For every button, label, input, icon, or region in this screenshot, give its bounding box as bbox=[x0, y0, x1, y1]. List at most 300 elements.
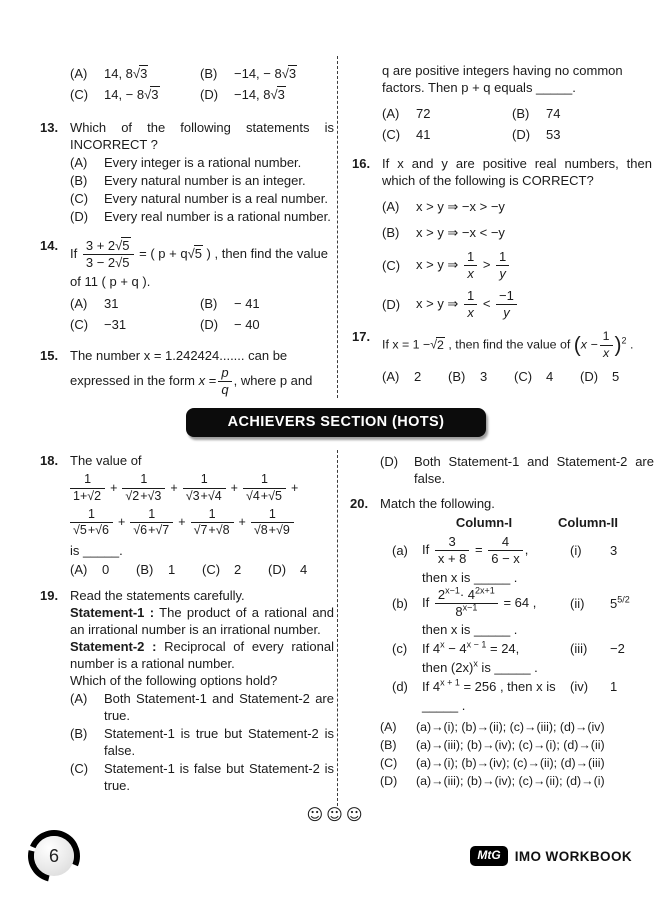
row-expression bbox=[422, 678, 570, 695]
question-15-continued bbox=[352, 62, 652, 146]
option-label: (B) bbox=[200, 295, 218, 311]
radical-sign: √ bbox=[275, 523, 282, 538]
radicand: 2 bbox=[437, 337, 444, 352]
question-text: Match the following. bbox=[380, 496, 495, 511]
option-label: (B) bbox=[70, 173, 88, 188]
denominator bbox=[122, 488, 165, 504]
option-label: (C) bbox=[382, 127, 401, 142]
equation-line bbox=[382, 330, 652, 360]
radicand: 7 bbox=[200, 523, 208, 538]
option-text: 41 bbox=[416, 127, 431, 142]
denominator bbox=[191, 522, 234, 538]
exponent: x bbox=[473, 658, 478, 669]
question-12-options bbox=[40, 62, 334, 106]
option-text: (a)→(i); (b)→(iv); (c)→(ii); (d)→(iii) bbox=[416, 756, 605, 771]
radical-sign: √ bbox=[73, 523, 79, 538]
text-run: If bbox=[422, 594, 430, 610]
text-run: . bbox=[626, 337, 634, 352]
option-a bbox=[382, 368, 448, 385]
option-label: (C) bbox=[70, 87, 89, 102]
text-run: If 4 bbox=[422, 679, 441, 695]
question-text: factors. Then p + q equals _____. bbox=[382, 80, 576, 95]
smiley-row bbox=[0, 806, 672, 823]
text-run: · 4 bbox=[459, 586, 476, 602]
text-run: 3 + 2 bbox=[85, 238, 116, 253]
sqrt-icon bbox=[276, 522, 291, 537]
question-19 bbox=[40, 587, 334, 795]
radicand: 5 bbox=[122, 238, 130, 253]
option-d bbox=[268, 561, 334, 578]
option-label: (B) bbox=[380, 738, 397, 753]
variable: x bbox=[198, 372, 206, 388]
numerator: −1 bbox=[499, 287, 514, 303]
exponent: x bbox=[440, 639, 445, 650]
question-number: 17. bbox=[352, 329, 371, 345]
row-continuation: _____ . bbox=[422, 698, 466, 714]
fraction bbox=[243, 473, 286, 504]
spacer bbox=[350, 452, 380, 488]
exponent: 5/2 bbox=[617, 594, 630, 605]
plus-sign: + bbox=[117, 515, 126, 530]
option-label: (A) bbox=[70, 295, 88, 311]
row-expression bbox=[422, 640, 570, 657]
radical-sign: √ bbox=[155, 523, 162, 538]
fraction bbox=[83, 239, 134, 271]
question-number: 15. bbox=[40, 347, 59, 363]
radicand: 6 bbox=[102, 523, 109, 538]
denominator bbox=[130, 522, 173, 538]
text-run: = 256 , then x is bbox=[459, 679, 556, 695]
option-b bbox=[448, 368, 514, 385]
text-run: 1+ bbox=[73, 488, 88, 503]
radicand: 7 bbox=[162, 523, 170, 538]
sqrt-icon bbox=[115, 237, 130, 253]
option-text: (a)→(i); (b)→(ii); (c)→(iii); (d)→(iv) bbox=[416, 720, 605, 735]
fraction-row-2 bbox=[70, 508, 334, 539]
statement-label: Statement-2 : bbox=[70, 639, 157, 654]
column-top-right bbox=[352, 62, 652, 385]
radical-sign: √ bbox=[132, 66, 140, 81]
denominator bbox=[70, 488, 105, 504]
option-d bbox=[512, 126, 560, 143]
answer-label: (i) bbox=[570, 543, 582, 559]
equals-sign: = bbox=[475, 542, 483, 558]
match-row-b bbox=[380, 585, 654, 620]
option-c bbox=[70, 86, 200, 103]
radical-sign: √ bbox=[245, 488, 252, 503]
text-run: 3 − 2 bbox=[85, 255, 116, 271]
radicand: 8 bbox=[260, 523, 268, 538]
numerator: 1 bbox=[466, 249, 475, 264]
row-continuation: then x is _____ . bbox=[422, 569, 518, 585]
radical-sign: √ bbox=[270, 87, 277, 102]
option-text: −31 bbox=[104, 316, 127, 332]
question-text: The value of bbox=[70, 453, 142, 468]
sqrt-icon bbox=[133, 65, 148, 81]
radicand: 9 bbox=[282, 523, 290, 538]
page-number: 6 bbox=[34, 836, 74, 876]
text-run: If x = 1 − bbox=[382, 337, 431, 352]
exponent: x + 1 bbox=[440, 677, 460, 688]
numerator: 3 bbox=[448, 534, 456, 549]
denominator bbox=[243, 488, 286, 504]
option-a bbox=[70, 295, 200, 312]
text-run: = 24, bbox=[486, 641, 520, 657]
statement-text: The product of a rational and an irrational number is an irrational number. bbox=[70, 605, 334, 637]
option-text: Every natural number is a real number. bbox=[104, 191, 328, 206]
denominator: x + 8 bbox=[435, 550, 470, 566]
option-label: (A) bbox=[70, 66, 88, 81]
question-19-option-d bbox=[350, 452, 654, 488]
exponent: x−1 bbox=[462, 602, 478, 613]
option-text: Statement-1 is false but Statement-2 is true. bbox=[104, 761, 334, 793]
radicand: 4 bbox=[252, 488, 260, 503]
denominator: x bbox=[464, 304, 477, 320]
plus-sign: + bbox=[140, 488, 148, 503]
question-text: The number x = 1.242424....... can be bbox=[70, 347, 288, 363]
equals-sign: = 64 , bbox=[503, 594, 537, 610]
text-run: 5 bbox=[610, 595, 618, 611]
option-label: (D) bbox=[380, 454, 399, 469]
option-d bbox=[580, 368, 646, 385]
option-b bbox=[380, 737, 654, 754]
match-row-c bbox=[380, 640, 654, 657]
comparator: > bbox=[482, 257, 491, 273]
plus-sign: + bbox=[170, 480, 178, 495]
option-text: Every natural number is an integer. bbox=[104, 173, 306, 188]
text-run: x − bbox=[580, 337, 598, 352]
question-17 bbox=[352, 328, 652, 385]
sqrt-icon bbox=[216, 522, 231, 537]
fraction bbox=[183, 473, 226, 504]
sqrt-icon bbox=[254, 522, 269, 537]
option-a bbox=[380, 719, 654, 736]
radicand: 5 bbox=[79, 523, 87, 538]
option-label: (B) bbox=[448, 369, 466, 385]
option-c bbox=[382, 250, 652, 282]
text-run: −14, 8 bbox=[234, 87, 271, 102]
option-label: (B) bbox=[382, 225, 400, 240]
option-value bbox=[234, 86, 286, 103]
open-paren: ( bbox=[573, 333, 581, 357]
option-label: (B) bbox=[70, 726, 88, 741]
option-text: 72 bbox=[416, 106, 431, 121]
radical-sign: √ bbox=[144, 87, 151, 102]
option-text: 4 bbox=[546, 369, 554, 385]
option-text: 53 bbox=[546, 127, 561, 142]
sqrt-icon bbox=[87, 488, 102, 503]
option-text: Both Statement-1 and Statement-2 are true. bbox=[104, 691, 334, 723]
numerator: 1 bbox=[208, 506, 216, 521]
row-expression bbox=[422, 585, 570, 620]
option-label: (D) bbox=[200, 87, 219, 102]
numerator: 1 bbox=[84, 472, 92, 486]
denominator: x bbox=[464, 265, 477, 281]
sqrt-icon bbox=[268, 488, 283, 503]
option-b bbox=[70, 172, 334, 189]
denominator bbox=[251, 522, 294, 538]
option-text: Both Statement-1 and Statement-2 are false. bbox=[414, 454, 654, 486]
option-d bbox=[380, 453, 654, 487]
option-label: (D) bbox=[512, 127, 531, 142]
text-run: 8 bbox=[455, 603, 463, 619]
option-label: (D) bbox=[200, 316, 219, 332]
option-text: (a)→(iii); (b)→(iv); (c)→(ii); (d)→(i) bbox=[416, 774, 605, 789]
option-d bbox=[200, 86, 286, 103]
radicand: 3 bbox=[154, 488, 162, 503]
option-text: 31 bbox=[104, 295, 119, 311]
fraction bbox=[251, 508, 294, 539]
denominator bbox=[70, 522, 113, 538]
numerator: 1 bbox=[602, 329, 610, 344]
option-text: x > y ⇒ −x < −y bbox=[416, 225, 505, 240]
equation-line bbox=[70, 239, 334, 271]
radicand: 3 bbox=[277, 87, 285, 102]
statement-2 bbox=[70, 638, 334, 672]
question-18 bbox=[40, 452, 334, 578]
option-text: 74 bbox=[546, 106, 561, 121]
option-c bbox=[202, 561, 268, 578]
fraction bbox=[130, 508, 173, 539]
option-label: (D) bbox=[268, 562, 287, 577]
option-label: (D) bbox=[580, 369, 599, 385]
option-text: x > y ⇒ −x > −y bbox=[416, 199, 505, 214]
radical-sign: √ bbox=[207, 488, 214, 503]
text-run: , then find the value of bbox=[444, 337, 571, 352]
column-divider-top bbox=[337, 56, 338, 398]
question-number: 14. bbox=[40, 238, 59, 253]
numerator: 1 bbox=[148, 506, 156, 521]
option-value bbox=[104, 86, 160, 103]
fraction bbox=[496, 250, 509, 282]
option-c bbox=[70, 190, 334, 207]
option-text: (a)→(iii); (b)→(iv); (c)→(i); (d)→(ii) bbox=[416, 738, 605, 753]
denominator: y bbox=[496, 265, 509, 281]
option-text: − 40 bbox=[234, 316, 260, 332]
match-answer bbox=[570, 542, 654, 559]
option-text: Every integer is a rational number. bbox=[104, 155, 302, 170]
sqrt-icon bbox=[282, 65, 297, 81]
option-c bbox=[380, 755, 654, 772]
option-text: 1 bbox=[168, 562, 176, 577]
option-text: 0 bbox=[102, 562, 110, 577]
denominator: y bbox=[496, 304, 517, 320]
sqrt-icon bbox=[144, 86, 159, 102]
plus-sign: + bbox=[290, 480, 299, 495]
option-c bbox=[514, 368, 580, 385]
option-label: (D) bbox=[70, 209, 89, 224]
question-14 bbox=[40, 237, 334, 336]
plus-sign: + bbox=[208, 523, 216, 538]
option-label: (A) bbox=[70, 562, 88, 577]
numerator: 1 bbox=[140, 472, 148, 486]
text-run: , bbox=[524, 542, 529, 558]
fraction bbox=[70, 508, 113, 539]
numerator: p bbox=[221, 364, 229, 380]
radicand: 3 bbox=[192, 488, 200, 503]
radicand: 5 bbox=[274, 488, 282, 503]
option-c bbox=[70, 316, 200, 333]
radicand: 3 bbox=[140, 66, 148, 81]
text-run: expressed in the form bbox=[70, 372, 196, 388]
option-a bbox=[382, 105, 512, 122]
option-text: 4 bbox=[300, 562, 308, 577]
fraction bbox=[496, 289, 517, 321]
option-b bbox=[136, 561, 202, 578]
radical-sign: √ bbox=[125, 488, 132, 503]
radical-sign: √ bbox=[253, 523, 260, 538]
option-a bbox=[70, 561, 136, 578]
plus-sign: + bbox=[230, 480, 238, 495]
achievers-section-banner: ACHIEVERS SECTION (HOTS) bbox=[186, 408, 486, 437]
spacer bbox=[352, 62, 382, 146]
radicand: 4 bbox=[214, 488, 222, 503]
column-bottom-left bbox=[40, 452, 334, 795]
option-label: (B) bbox=[136, 562, 154, 577]
statement-1 bbox=[70, 604, 334, 638]
fraction bbox=[191, 508, 234, 539]
row-expression bbox=[422, 535, 570, 567]
text-run: 2 bbox=[437, 586, 446, 602]
option-expression bbox=[416, 289, 519, 321]
option-label: (C) bbox=[382, 258, 401, 274]
answer-value: −2 bbox=[610, 641, 625, 657]
answer-label: (iii) bbox=[570, 641, 588, 657]
question-number: 13. bbox=[40, 120, 59, 135]
plus-sign: + bbox=[87, 523, 96, 538]
option-label: (B) bbox=[512, 106, 530, 121]
text-run: 14, 8 bbox=[104, 66, 133, 81]
text-run: x > y ⇒ bbox=[416, 295, 459, 311]
plus-sign: + bbox=[268, 523, 276, 538]
text-run: −14, − 8 bbox=[234, 66, 282, 81]
statement-text: Reciprocal of every rational number is a rational number. bbox=[70, 639, 334, 671]
numerator: 1 bbox=[466, 287, 475, 303]
option-text: 2 bbox=[414, 369, 422, 385]
fraction bbox=[435, 585, 498, 620]
option-text: − 41 bbox=[234, 295, 260, 311]
radical-sign: √ bbox=[193, 523, 200, 538]
option-c bbox=[382, 126, 512, 143]
option-c bbox=[70, 760, 334, 794]
sqrt-icon bbox=[271, 86, 286, 102]
radicand: 8 bbox=[222, 523, 230, 538]
option-label: (A) bbox=[382, 199, 400, 214]
denominator: 6 − x bbox=[488, 550, 523, 566]
option-label: (A) bbox=[70, 155, 88, 170]
option-d bbox=[70, 208, 334, 225]
denominator: q bbox=[218, 381, 231, 397]
answer-value bbox=[610, 595, 630, 612]
radicand: 2 bbox=[132, 488, 140, 503]
radical-sign: √ bbox=[215, 523, 222, 538]
denominator bbox=[183, 488, 226, 504]
answer-value: 1 bbox=[610, 679, 618, 695]
text-run: x > y ⇒ bbox=[416, 257, 459, 273]
option-b bbox=[70, 725, 334, 759]
question-16 bbox=[352, 155, 652, 320]
option-label: (D) bbox=[380, 774, 398, 789]
row-continuation bbox=[422, 659, 654, 676]
question-number: 16. bbox=[352, 156, 371, 171]
sqrt-icon bbox=[73, 522, 88, 537]
text-run: = bbox=[208, 372, 217, 388]
radical-sign: √ bbox=[281, 66, 288, 81]
fraction-row-1 bbox=[70, 473, 334, 504]
smiley-icon: ☺ bbox=[326, 805, 346, 824]
text-run: If bbox=[70, 246, 78, 262]
numerator: 1 bbox=[499, 249, 507, 264]
page-number-badge bbox=[28, 830, 80, 882]
option-text: 5 bbox=[612, 369, 620, 385]
question-15 bbox=[40, 347, 334, 400]
option-label: (A) bbox=[382, 106, 400, 121]
fraction bbox=[464, 250, 477, 282]
option-label: (C) bbox=[70, 761, 89, 776]
sqrt-icon bbox=[125, 488, 140, 503]
radicand: 6 bbox=[140, 523, 148, 538]
sqrt-icon bbox=[148, 488, 163, 503]
option-a bbox=[70, 690, 334, 724]
question-20 bbox=[350, 495, 654, 791]
radical-sign: √ bbox=[187, 246, 194, 262]
mtg-logo: MtG bbox=[470, 846, 507, 866]
fraction bbox=[70, 473, 105, 504]
option-label: (C) bbox=[70, 191, 89, 206]
option-a bbox=[70, 65, 200, 82]
radical-sign: √ bbox=[268, 488, 274, 503]
row-label: (c) bbox=[392, 641, 408, 657]
option-text: 3 bbox=[480, 369, 488, 385]
exponent: 2x+1 bbox=[475, 585, 495, 596]
sqrt-icon bbox=[188, 245, 203, 261]
numerator: 1 bbox=[260, 472, 268, 486]
answer-label: (iv) bbox=[570, 679, 589, 695]
row-label: (d) bbox=[392, 679, 408, 695]
row-label: (a) bbox=[392, 543, 408, 559]
radical-sign: √ bbox=[147, 488, 154, 503]
option-d bbox=[382, 289, 652, 321]
radical-sign: √ bbox=[87, 488, 94, 503]
radical-sign: √ bbox=[185, 488, 192, 503]
equation-line bbox=[70, 366, 334, 398]
text-run: − 4 bbox=[444, 641, 467, 657]
text-run: 14, − 8 bbox=[104, 87, 145, 102]
option-d bbox=[200, 316, 260, 333]
sqrt-icon bbox=[430, 337, 445, 352]
exponent: x − 1 bbox=[466, 639, 487, 650]
option-label: (A) bbox=[380, 720, 397, 735]
option-value bbox=[104, 65, 148, 82]
radicand: 5 bbox=[194, 246, 202, 262]
question-text: of 11 ( p + q ). bbox=[70, 273, 151, 289]
answer-value: 3 bbox=[610, 543, 618, 559]
question-13 bbox=[40, 119, 334, 226]
plus-sign: + bbox=[238, 515, 246, 530]
question-text: Read the statements carefully. bbox=[70, 588, 245, 603]
option-d bbox=[380, 773, 654, 790]
radical-sign: √ bbox=[95, 523, 102, 538]
match-answer bbox=[570, 640, 654, 657]
numerator: 4 bbox=[501, 534, 510, 549]
plus-sign: + bbox=[178, 515, 186, 530]
numerator: 1 bbox=[268, 506, 276, 521]
option-b bbox=[382, 224, 652, 241]
brand-title: IMO WORKBOOK bbox=[514, 848, 632, 864]
fraction bbox=[218, 366, 231, 398]
plus-sign: + bbox=[200, 488, 208, 503]
sqrt-icon bbox=[186, 488, 201, 503]
